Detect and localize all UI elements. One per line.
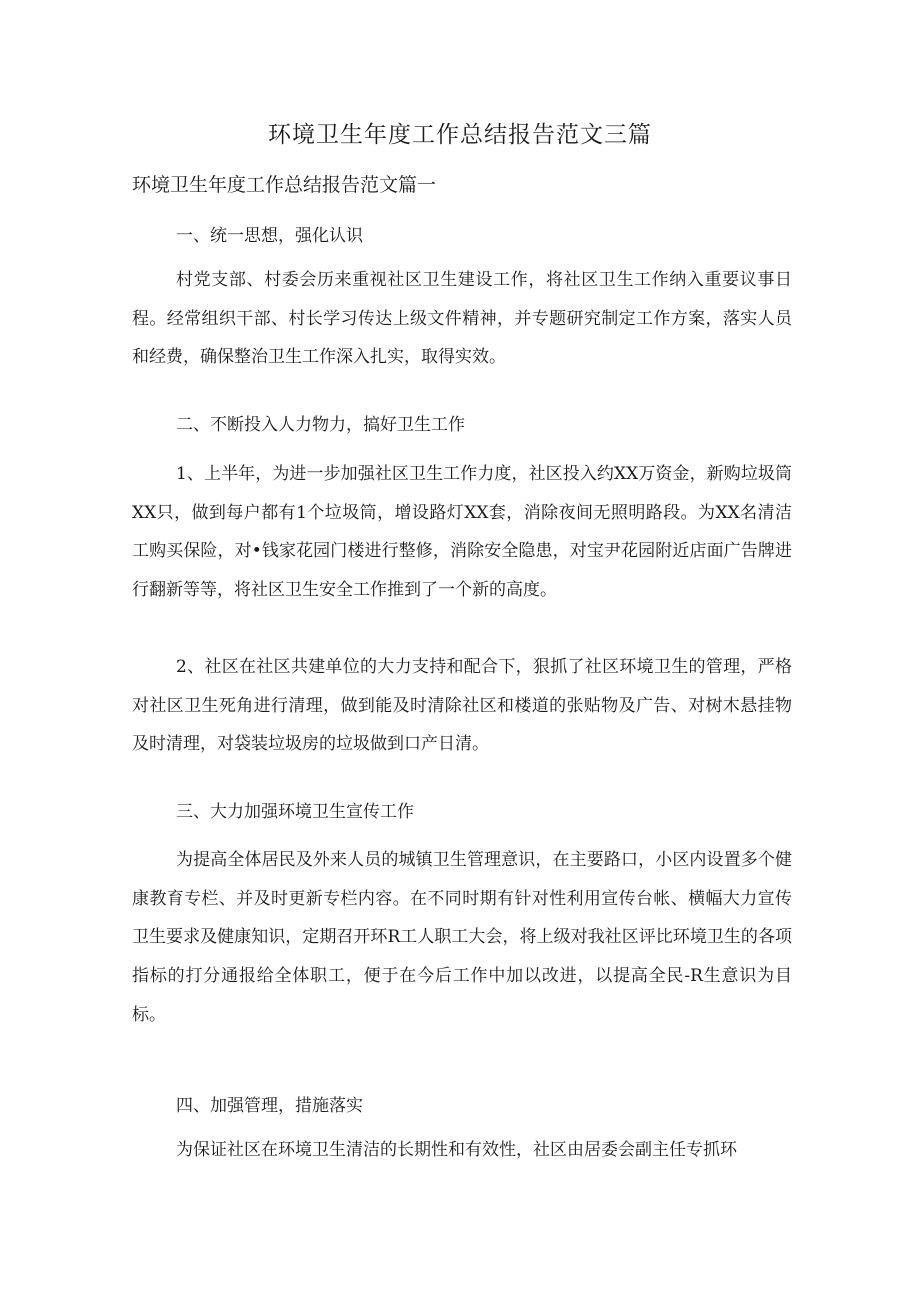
section-heading-4: 四、加强管理，措施落实 [176,1096,363,1116]
section-heading-1: 一、统一思想，强化认识 [176,226,363,246]
document-title: 环境卫生年度工作总结报告范文三篇 [268,122,652,148]
article-subtitle: 环境卫生年度工作总结报告范文篇一 [132,174,437,196]
section-2-paragraph-1: 1、上半年，为进一步加强社区卫生工作力度，社区投入约XX万资金，新购垃圾筒XX只，做到每户都有1个垃圾筒，增设路灯XX套，消除夜间无照明路段。为XX名清洁工购买保险，对•钱家花园门楼进行整修，消除安全隐患，对宝尹花园附近店面广告牌进行翻新等等，将社区卫生安全工作推到了一个新的高度。 [132,464,792,601]
section-heading-2: 二、不断投入人力物力，搞好卫生工作 [176,415,465,435]
section-4-paragraph-1: 为保证社区在环境卫生清洁的长期性和有效性，社区由居委会副主任专抓环 [176,1140,737,1160]
section-heading-3: 三、大力加强环境卫生宣传工作 [176,802,414,822]
section-2-paragraph-2: 2、社区在社区共建单位的大力支持和配合下，狠抓了社区环境卫生的管理，严格对社区卫生死角进行清理，做到能及时清除社区和楼道的张贴物及广告、对树木悬挂物及时清理，对袋装垃圾房的垃圾做到口产日清。 [132,657,792,755]
section-1-paragraph-1: 村党支部、村委会历来重视社区卫生建设工作，将社区卫生工作纳入重要议事日程。经常组织干部、村长学习传达上级文件精神，并专题研究制定工作方案，落实人员和经费，确保整治卫生工作深入扎实，取得实效。 [132,270,792,368]
section-3-paragraph-1: 为提高全体居民及外来人员的城镇卫生管理意识，在主要路口，小区内设置多个健康教育专栏、并及时更新专栏内容。在不同时期有针对性利用宣传台帐、横幅大力宣传卫生要求及健康知识，定期召开环R工人职工大会，将上级对我社区评比环境卫生的各项指标的打分通报给全体职工，便于在今后工作中加以改进，以提高全民-R生意识为目标。 [132,850,792,1025]
